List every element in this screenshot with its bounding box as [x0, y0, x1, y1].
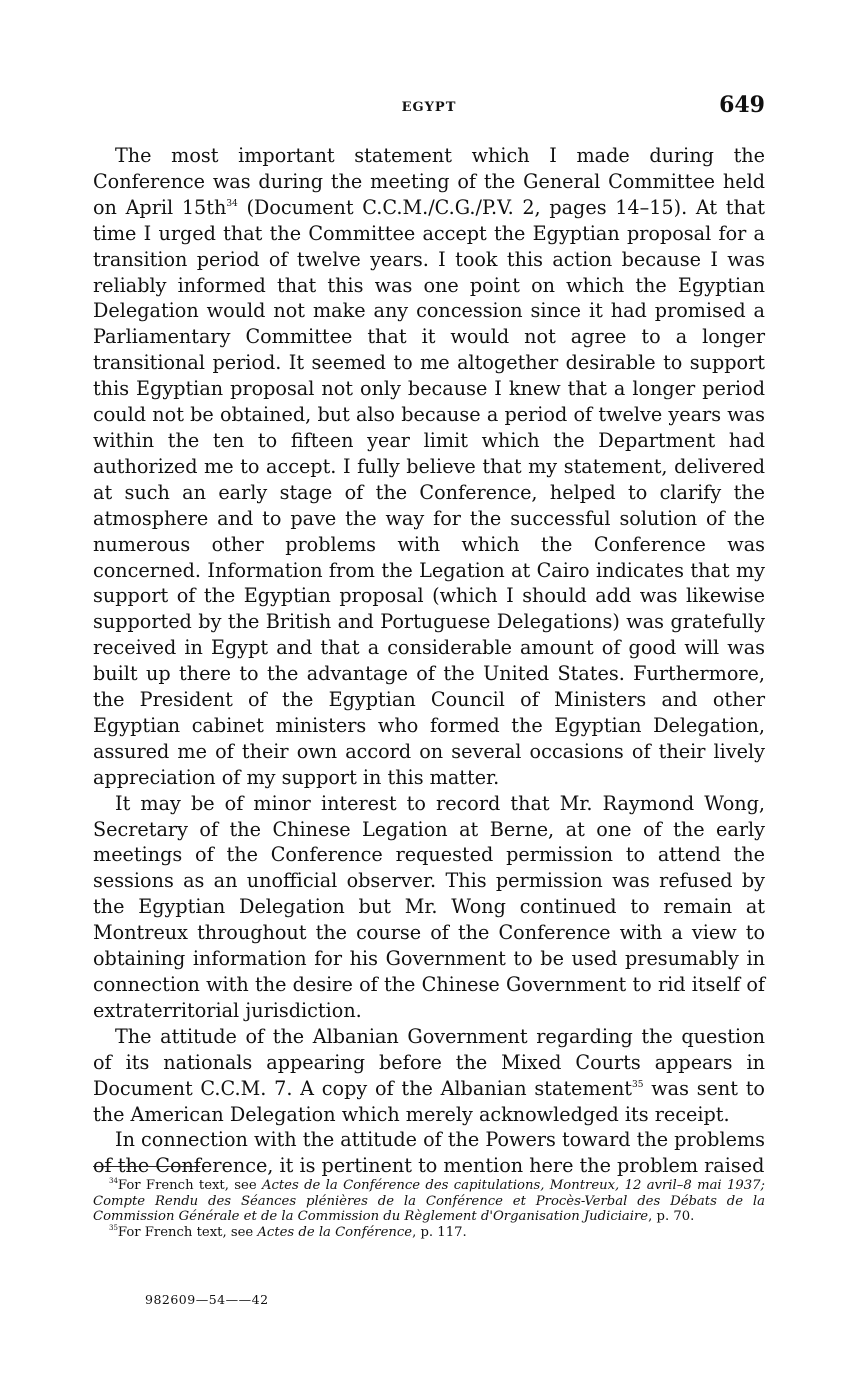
footnote-ref: 35 — [632, 1079, 644, 1090]
running-head: EGYPT — [401, 100, 457, 115]
paragraph: It may be of minor interest to record that Mr. Raymond Wong, Secretary of the Chinese Legation at Berne, at one of the early meetings of the Conference requested permission to attend the sessions as an unofficial observer. This permission was refused by the Egyptian Delegation but Mr. Wong continued to remain at Montreux throughout the course of the Conference with a view to obtaining information for his Government to be used presumably in connection with the desire of the Chinese Government to rid itself of extraterritorial jurisdiction. — [93, 791, 765, 1022]
page-header — [93, 92, 765, 124]
paragraph: The most important statement which I made during the Conference was during the meeting of the General Committee held on April $15th^{34}$ (Document C.C.M./C.G./P.V. 2, pages 14–15). At that time I urged that the Committee accept the Egyptian proposal for a transition period of twelve years. I took this action because I was reliably informed that this was one point on which the Egyptian Delegation would not make any concession since it had promised a Parliamentary Committee that it would not agree to a longer transitional period. It seemed to me altogether desirable to support this Egyptian proposal not only because I knew that a longer period could not be obtained, but also because a period of twelve years was within the ten to fifteen year limit which the Department had authorized me to accept. I fully believe that my statement, delivered at such an early stage of the Conference, helped to clarify the atmosphere and to pave the way for the successful solution of the numerous other problems with which the Conference was concerned. Information from the Legation at Cairo indicates that my support of the Egyptian proposal (which I should add was likewise supported by the British and Portuguese Delegations) was gratefully received in Egypt and that a considerable amount of good will was built up there to the advantage of the United States. Furthermore, the President of the Egyptian Council of Ministers and other Egyptian cabinet ministers who formed the Egyptian Delegation, assured me of their own accord on several occasions of their lively appreciation of my support in this matter. — [93, 144, 765, 789]
printer-imprint: 982609—54——42 — [145, 1292, 269, 1307]
footnote-ref: 34 — [226, 198, 238, 209]
footnote: $^{35}$For French text, see Actes de la Conférence, p. 117. — [109, 1223, 467, 1240]
footnote: $^{34}$For French text, see Actes de la Conférence des capitulations, Montreux, 12 avril–8 mai 1937; Compte Rendu des Séances plénières de la Conférence et Procès-Verbal des Débats de la Commission Générale et de la Commission du Règlement d'Organisation Judiciaire, p. 70. — [93, 1177, 765, 1224]
page-number: 649 — [719, 92, 765, 118]
footnote-divider — [93, 1166, 200, 1167]
paragraph: In connection with the attitude of the Powers toward the problems of the Conference, it is pertinent to mention here the problem raised — [93, 1128, 765, 1178]
footnotes — [93, 1178, 765, 1240]
body-text — [93, 143, 765, 1179]
paragraph: The attitude of the Albanian Government regarding the question of its nationals appearing before the Mixed Courts appears in Document C.C.M. 7. A copy of the Albanian statement$^{35}$ was sent to the American Delegation which merely acknowledged its receipt. — [93, 1024, 765, 1126]
